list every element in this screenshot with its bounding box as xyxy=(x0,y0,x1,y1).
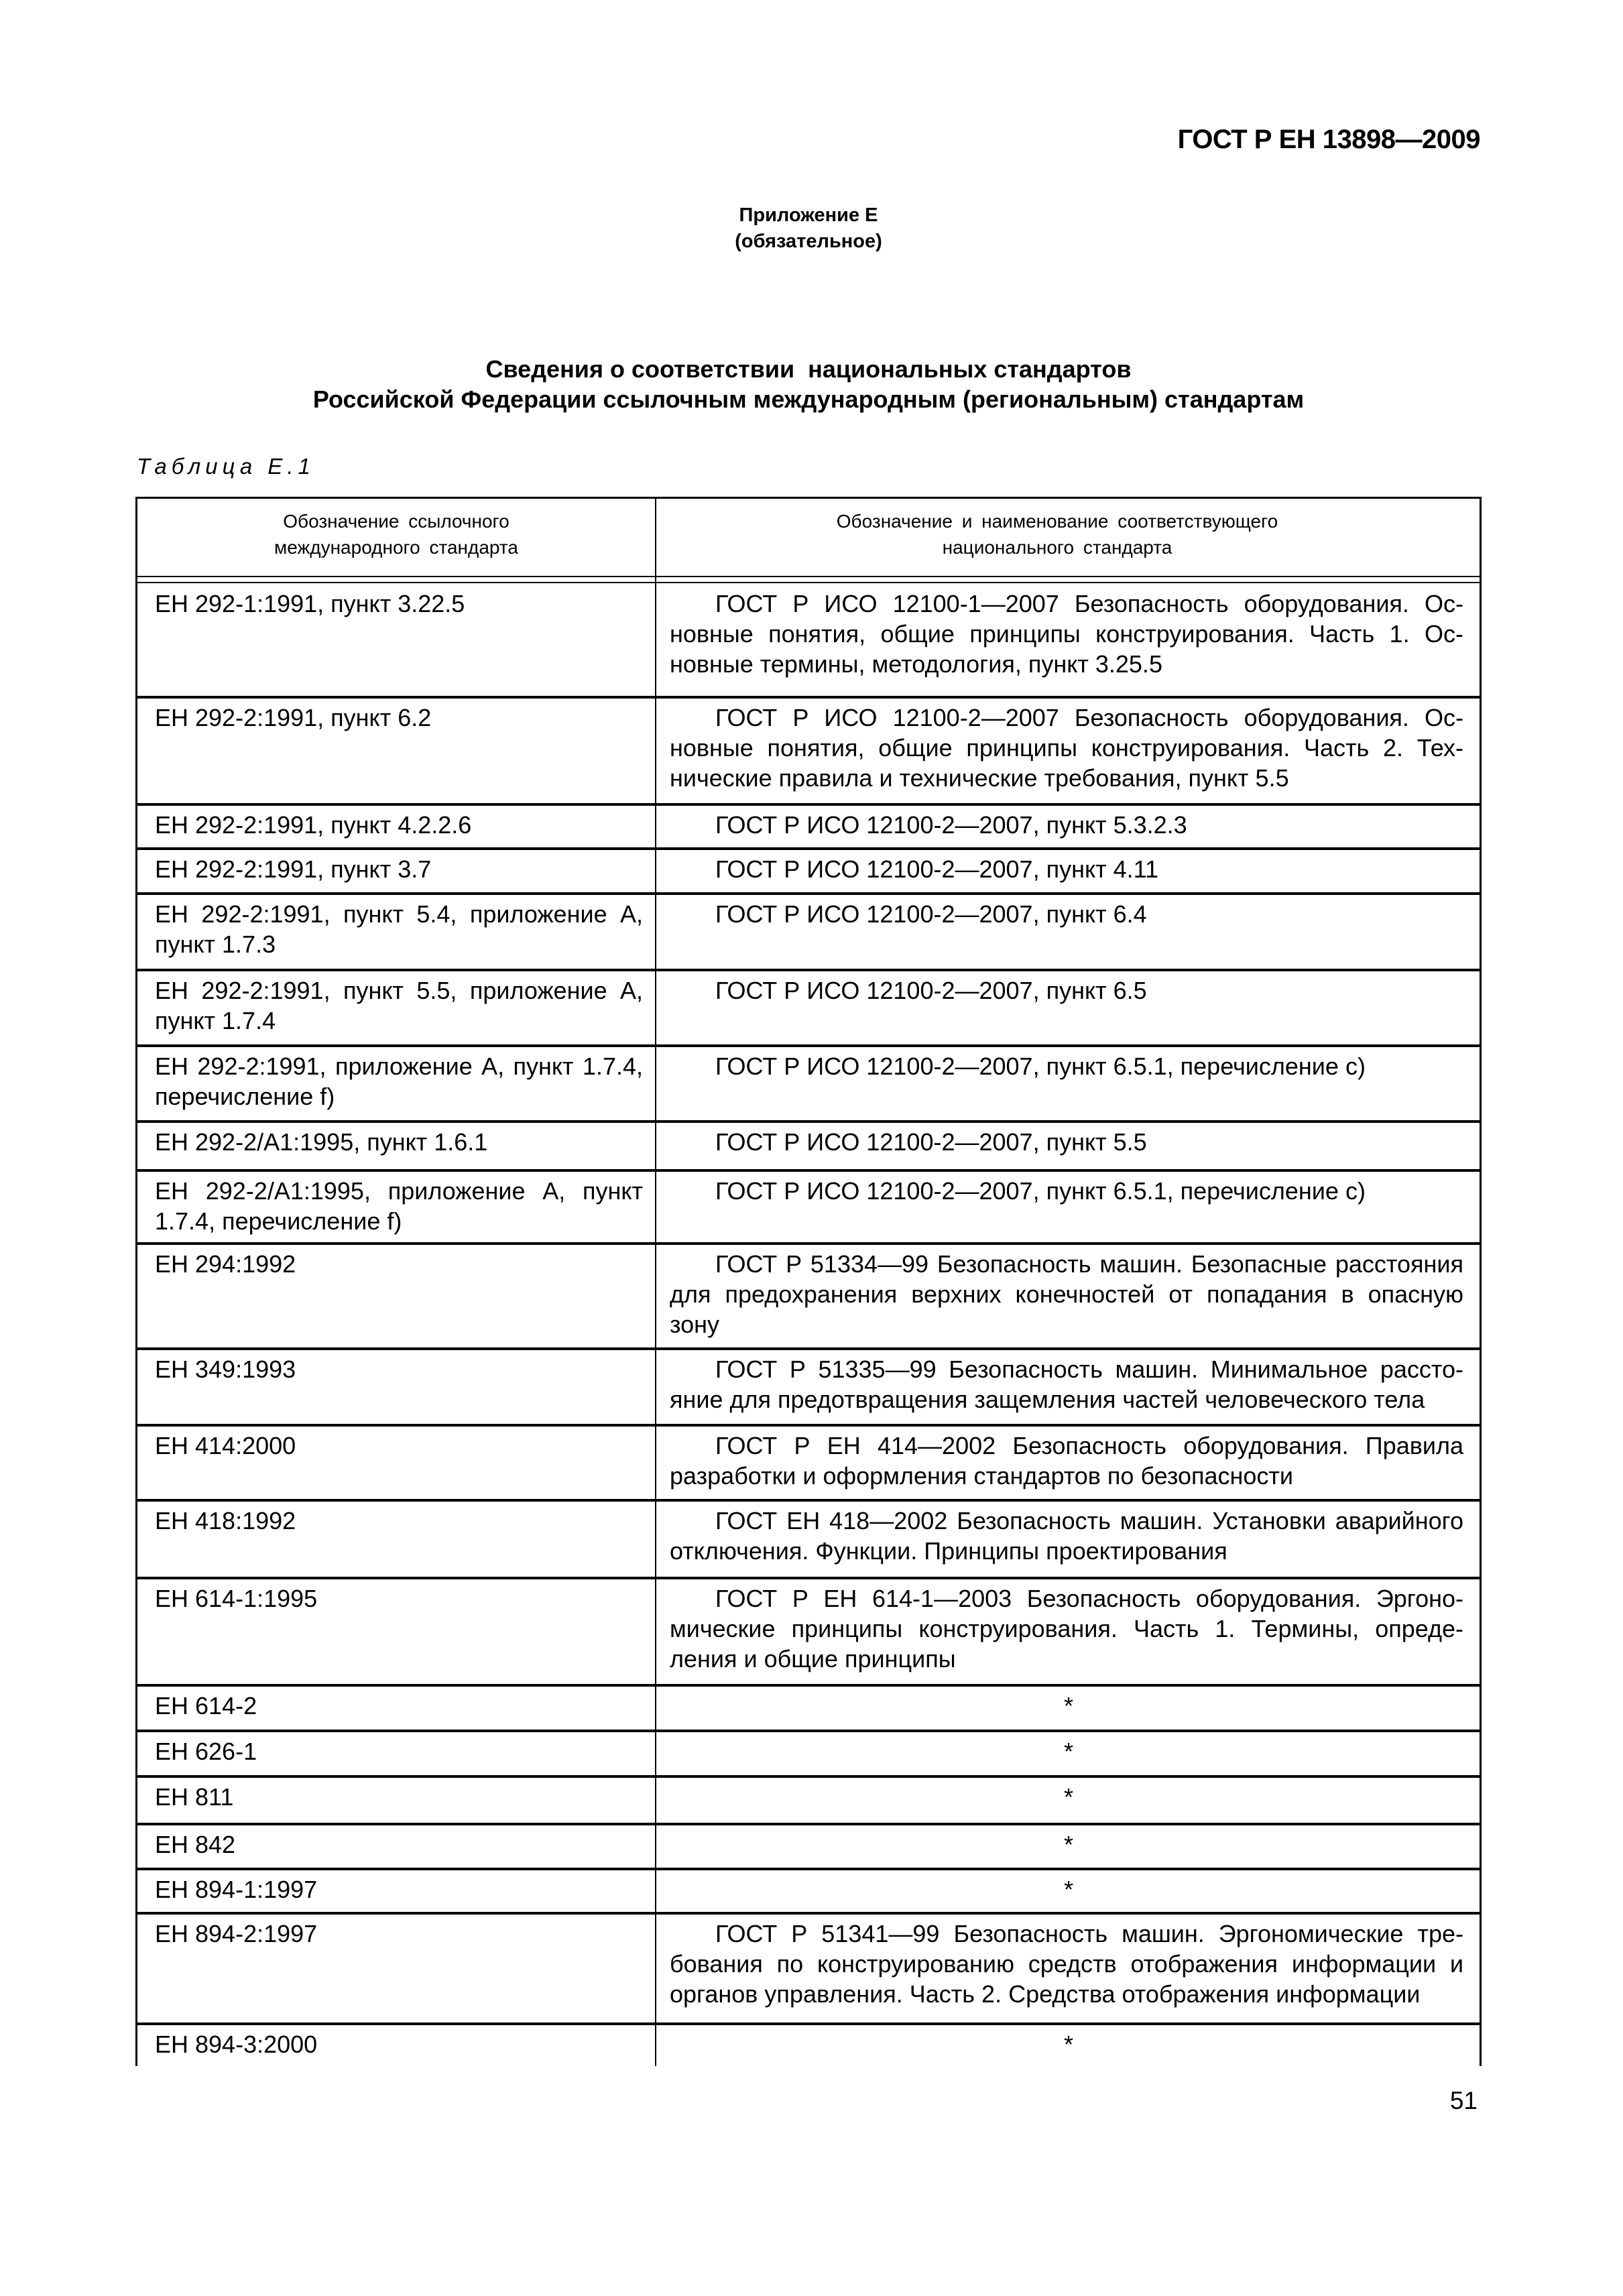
page-title-line-1: Сведения о соответствии национальных стандартов xyxy=(485,355,1132,383)
table-cell-international: ЕН 414:2000 xyxy=(155,1432,296,1459)
row-separator xyxy=(137,1044,1480,1047)
table-cell-national: ГОСТ Р ИСО 12100-2—2007, пункт 4.11 xyxy=(715,855,1158,883)
table-cell-national: * xyxy=(1063,1783,1073,1811)
table-cell-national: * xyxy=(1063,1738,1073,1765)
table-cell-international: ЕН 292-2:1991, пункт 6.2 xyxy=(155,704,432,731)
row-separator xyxy=(137,892,1480,895)
page-number: 51 xyxy=(1449,2087,1478,2114)
table-cell-national: ГОСТ Р ИСО 12100-2—2007, пункт 6.5 xyxy=(715,977,1147,1004)
table-cell-national: ГОСТ Р ИСО 12100-2—2007 Безопасность оборудования. Основные понятия, общие принципы конструирования. Часть 2. Технические правила и технические требования, пункт 5.5 xyxy=(670,704,1463,792)
row-separator xyxy=(137,2022,1480,2025)
row-separator xyxy=(137,1242,1480,1245)
table-cell-national: ГОСТ ЕН 418—2002 Безопасность машин. Установки аварийного отключения. Функции. Принципы проектирования xyxy=(670,1507,1463,1565)
table-cell-international: ЕН 294:1992 xyxy=(155,1250,296,1278)
row-separator xyxy=(137,1120,1480,1123)
row-separator xyxy=(137,1499,1480,1502)
column-header-line: международного стандарта xyxy=(274,537,518,558)
table-cell-international: ЕН 418:1992 xyxy=(155,1507,296,1534)
table-cell-national: ГОСТ Р ИСО 12100-2—2007, пункт 6.4 xyxy=(715,900,1147,928)
table-cell-international: ЕН 292-2:1991, приложение А, пункт 1.7.4, перечисление f) xyxy=(155,1052,643,1110)
row-separator xyxy=(137,1823,1480,1825)
table-cell-international: ЕН 292-2:1991, пункт 4.2.2.6 xyxy=(155,811,472,839)
table-cell-international: ЕН 894-3:2000 xyxy=(155,2031,318,2058)
correspondence-table xyxy=(135,497,1482,2066)
table-cell-national: ГОСТ Р 51341—99 Безопасность машин. Эргономические требования по конструированию средств отображения информации и органов управления. Часть 2. Средства отображения информации xyxy=(670,1920,1463,2008)
header-separator xyxy=(137,576,1480,577)
table-cell-international: ЕН 292-2:1991, пункт 5.5, приложение А, пункт 1.7.4 xyxy=(155,977,643,1034)
row-separator xyxy=(137,696,1480,699)
table-caption: Таблица Е.1 xyxy=(137,454,315,479)
table-cell-national: ГОСТ Р 51334—99 Безопасность машин. Безопасные расстояния для предохранения верхних конечностей от попадания в опасную зону xyxy=(670,1250,1463,1338)
header-separator-double xyxy=(137,582,1480,583)
row-separator xyxy=(137,1684,1480,1687)
table-cell-international: ЕН 292-2/А1:1995, приложение А, пункт 1.7.4, перечисление f) xyxy=(155,1177,643,1235)
column-header-line: Обозначение ссылочного xyxy=(283,511,509,532)
table-cell-national: ГОСТ Р ИСО 12100-1—2007 Безопасность оборудования. Основные понятия, общие принципы конструирования. Часть 1. Основные термины, методология, пункт 3.25.5 xyxy=(670,590,1463,678)
annex-heading xyxy=(135,202,1482,255)
table-cell-national: ГОСТ Р 51335—99 Безопасность машин. Минимальное расстояние для предотвращения защемления частей человеческого тела xyxy=(670,1355,1463,1413)
annex-status: (обязательное) xyxy=(735,231,882,252)
table-cell-international: ЕН 842 xyxy=(155,1831,236,1858)
table-cell-international: ЕН 614-2 xyxy=(155,1692,257,1719)
column-header-national xyxy=(655,508,1459,560)
row-separator xyxy=(137,1424,1480,1427)
table-cell-international: ЕН 292-2:1991, пункт 3.7 xyxy=(155,855,432,883)
page-title-line-2: Российской Федерации ссылочным международным (региональным) стандартам xyxy=(312,385,1305,413)
table-cell-international: ЕН 626-1 xyxy=(155,1738,257,1765)
table-cell-international: ЕН 811 xyxy=(155,1783,234,1811)
column-header-line: национального стандарта xyxy=(942,537,1173,558)
table-cell-national: ГОСТ Р ИСО 12100-2—2007, пункт 5.3.2.3 xyxy=(715,811,1187,839)
row-separator xyxy=(137,1775,1480,1778)
row-separator xyxy=(137,1169,1480,1172)
row-separator xyxy=(137,803,1480,806)
document-code-header: ГОСТ Р ЕН 13898—2009 xyxy=(1177,125,1480,154)
table-cell-international: ЕН 292-2:1991, пункт 5.4, приложение А, пункт 1.7.3 xyxy=(155,900,643,958)
row-separator xyxy=(137,1868,1480,1870)
table-cell-international: ЕН 349:1993 xyxy=(155,1355,296,1383)
table-cell-national: ГОСТ Р ЕН 414—2002 Безопасность оборудования. Правила разработки и оформления стандартов по безопасности xyxy=(670,1432,1463,1490)
table-cell-international: ЕН 894-1:1997 xyxy=(155,1876,318,1903)
column-header-international xyxy=(137,508,655,560)
table-cell-national: ГОСТ Р ЕН 614-1—2003 Безопасность оборудования. Эргономические принципы конструирования. Часть 1. Термины, определения и общие принципы xyxy=(670,1585,1463,1673)
table-cell-national: ГОСТ Р ИСО 12100-2—2007, пункт 6.5.1, перечисление с) xyxy=(715,1177,1366,1205)
table-cell-international: ЕН 614-1:1995 xyxy=(155,1585,318,1612)
table-cell-international: ЕН 894-2:1997 xyxy=(155,1920,318,1947)
table-cell-national: * xyxy=(1063,1692,1073,1719)
row-separator xyxy=(137,1347,1480,1350)
table-cell-national: * xyxy=(1063,2031,1073,2058)
row-separator xyxy=(137,1730,1480,1732)
row-separator xyxy=(137,969,1480,971)
table-cell-national: ГОСТ Р ИСО 12100-2—2007, пункт 6.5.1, перечисление с) xyxy=(715,1052,1366,1080)
row-separator xyxy=(137,847,1480,850)
table-cell-international: ЕН 292-1:1991, пункт 3.22.5 xyxy=(155,590,465,617)
column-header-line: Обозначение и наименование соответствующего xyxy=(836,511,1278,532)
table-cell-national: ГОСТ Р ИСО 12100-2—2007, пункт 5.5 xyxy=(715,1128,1147,1156)
table-cell-international: ЕН 292-2/А1:1995, пункт 1.6.1 xyxy=(155,1128,488,1156)
row-separator xyxy=(137,1577,1480,1579)
table-cell-national: * xyxy=(1063,1876,1073,1903)
table-cell-national: * xyxy=(1063,1831,1073,1858)
row-separator xyxy=(137,1912,1480,1915)
page-title xyxy=(135,354,1482,414)
annex-title: Приложение Е xyxy=(739,204,878,226)
